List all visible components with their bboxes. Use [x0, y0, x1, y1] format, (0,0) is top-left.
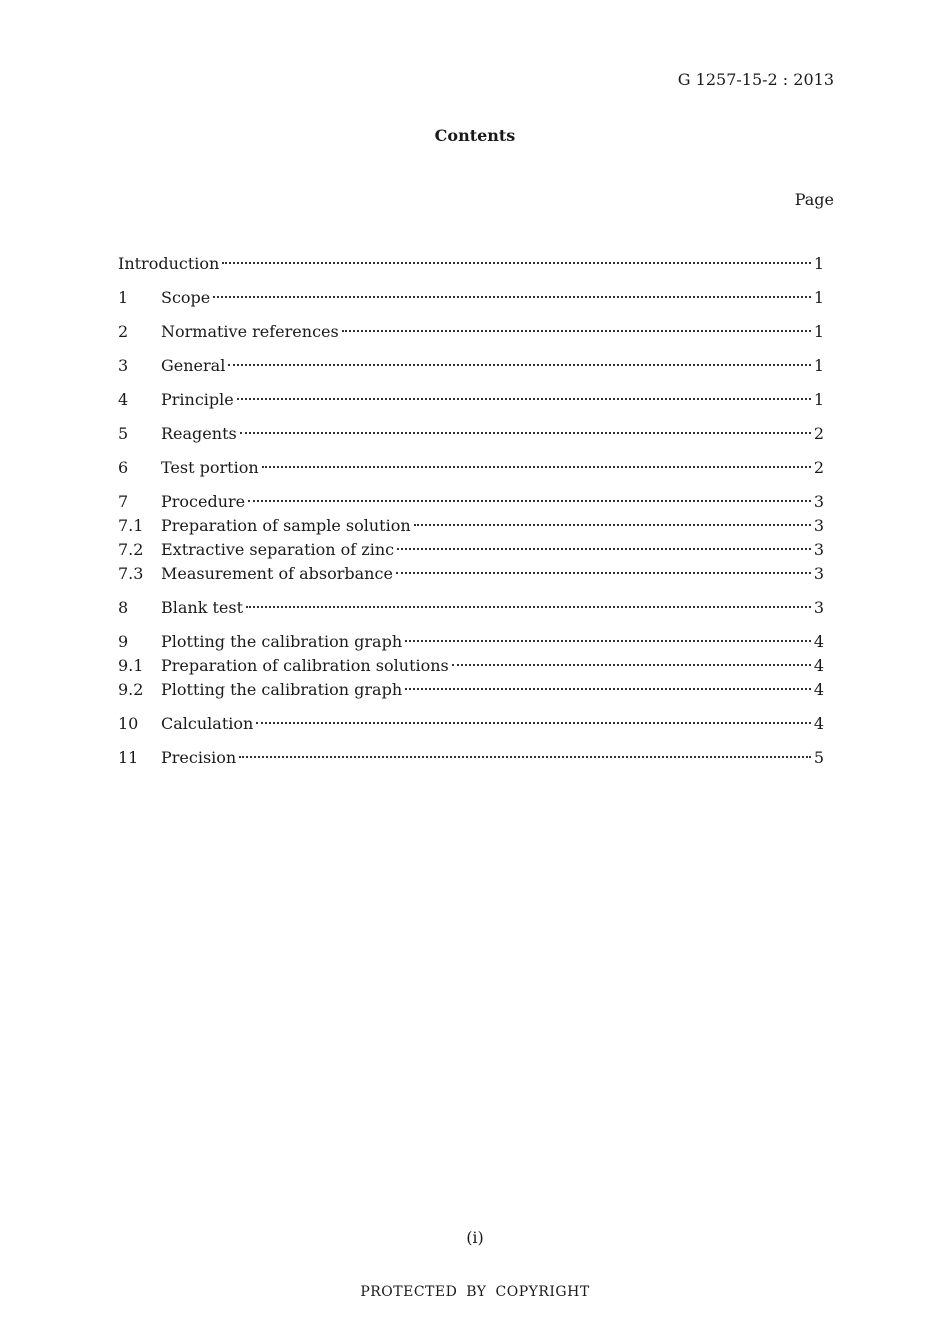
toc-entry-page: 3: [813, 564, 824, 583]
toc-leader-dots: [262, 466, 811, 468]
toc-entry[interactable]: [118, 746, 824, 770]
toc-entry-label: Calculation: [161, 714, 254, 733]
toc-entry[interactable]: [118, 252, 824, 276]
toc-entry-label: Preparation of sample solution: [161, 516, 411, 535]
toc-entry-label: Extractive separation of zinc: [161, 540, 395, 559]
toc-entry-number: 6: [118, 458, 129, 477]
toc-entry[interactable]: [118, 630, 824, 654]
toc-entry-page: 1: [813, 254, 824, 273]
toc-entry-number: 9.1: [118, 656, 144, 675]
page-column-label: Page: [794, 190, 834, 209]
toc-entry-label: Preparation of calibration solutions: [161, 656, 449, 675]
toc-leader-dots: [397, 548, 811, 550]
toc-leader-dots: [239, 756, 811, 758]
toc-entry-number: 7.2: [118, 540, 144, 559]
toc-entry-number: 7.3: [118, 564, 144, 583]
toc-entry-label: Measurement of absorbance: [161, 564, 393, 583]
toc-entry-number: 7: [118, 492, 129, 511]
toc-entry[interactable]: [118, 562, 824, 586]
toc-entry-number: 11: [118, 748, 139, 767]
toc-entry[interactable]: [118, 456, 824, 480]
toc-leader-dots: [237, 398, 811, 400]
toc-leader-dots: [246, 606, 811, 608]
toc-entry-number: 10: [118, 714, 139, 733]
toc-leader-dots: [396, 572, 811, 574]
toc-entry-number: 8: [118, 598, 129, 617]
toc-entry-label: Plotting the calibration graph: [161, 680, 403, 699]
toc-entry-number: 3: [118, 356, 129, 375]
toc-entry-page: 4: [813, 714, 824, 733]
toc-leader-dots: [256, 722, 811, 724]
toc-entry-label: Test portion: [161, 458, 259, 477]
toc-entry-page: 4: [813, 680, 824, 699]
toc-leader-dots: [240, 432, 811, 434]
toc-leader-dots: [405, 688, 811, 690]
toc-entry-label: Blank test: [161, 598, 244, 617]
toc-entry[interactable]: [118, 514, 824, 538]
toc-entry[interactable]: [118, 422, 824, 446]
toc-entry[interactable]: [118, 388, 824, 412]
toc-leader-dots: [248, 500, 811, 502]
toc-leader-dots: [342, 330, 811, 332]
toc-entry[interactable]: [118, 654, 824, 678]
toc-entry-page: 1: [813, 356, 824, 375]
footer-page-number: (i): [466, 1228, 484, 1247]
toc-entry-page: 4: [813, 656, 824, 675]
page-title: Contents: [434, 126, 516, 145]
toc-entry-page: 2: [813, 458, 824, 477]
toc-entry-page: 3: [813, 492, 824, 511]
toc-entry-label: Precision: [161, 748, 237, 767]
toc-entry-label: Introduction: [118, 254, 220, 273]
toc-entry-page: 1: [813, 322, 824, 341]
toc-entry-page: 3: [813, 516, 824, 535]
toc-leader-dots: [213, 296, 811, 298]
toc-entry-number: 1: [118, 288, 129, 307]
copyright-notice: PROTECTED BY COPYRIGHT: [360, 1284, 590, 1300]
table-of-contents: [118, 252, 824, 770]
toc-entry[interactable]: [118, 490, 824, 514]
toc-entry-page: 5: [813, 748, 824, 767]
toc-entry[interactable]: [118, 678, 824, 702]
toc-entry-label: Procedure: [161, 492, 246, 511]
toc-entry-number: 4: [118, 390, 129, 409]
toc-entry-number: 5: [118, 424, 129, 443]
toc-entry-label: Reagents: [161, 424, 237, 443]
toc-leader-dots: [414, 524, 811, 526]
toc-entry-label: General: [161, 356, 226, 375]
toc-entry[interactable]: [118, 538, 824, 562]
toc-entry[interactable]: [118, 596, 824, 620]
document-id: G 1257-15-2 : 2013: [677, 70, 834, 89]
toc-entry-page: 1: [813, 288, 824, 307]
toc-leader-dots: [405, 640, 811, 642]
toc-entry-number: 7.1: [118, 516, 144, 535]
toc-leader-dots: [452, 664, 811, 666]
toc-entry[interactable]: [118, 712, 824, 736]
toc-entry-page: 2: [813, 424, 824, 443]
toc-entry-number: 2: [118, 322, 129, 341]
toc-entry-label: Normative references: [161, 322, 339, 341]
toc-leader-dots: [222, 262, 810, 264]
toc-entry-label: Principle: [161, 390, 234, 409]
toc-entry-label: Plotting the calibration graph: [161, 632, 403, 651]
toc-entry[interactable]: [118, 354, 824, 378]
toc-entry-page: 3: [813, 540, 824, 559]
toc-entry-number: 9: [118, 632, 129, 651]
toc-leader-dots: [228, 364, 810, 366]
toc-entry[interactable]: [118, 286, 824, 310]
toc-entry[interactable]: [118, 320, 824, 344]
toc-entry-page: 4: [813, 632, 824, 651]
toc-entry-number: 9.2: [118, 680, 144, 699]
toc-entry-page: 1: [813, 390, 824, 409]
toc-entry-label: Scope: [161, 288, 211, 307]
toc-entry-page: 3: [813, 598, 824, 617]
